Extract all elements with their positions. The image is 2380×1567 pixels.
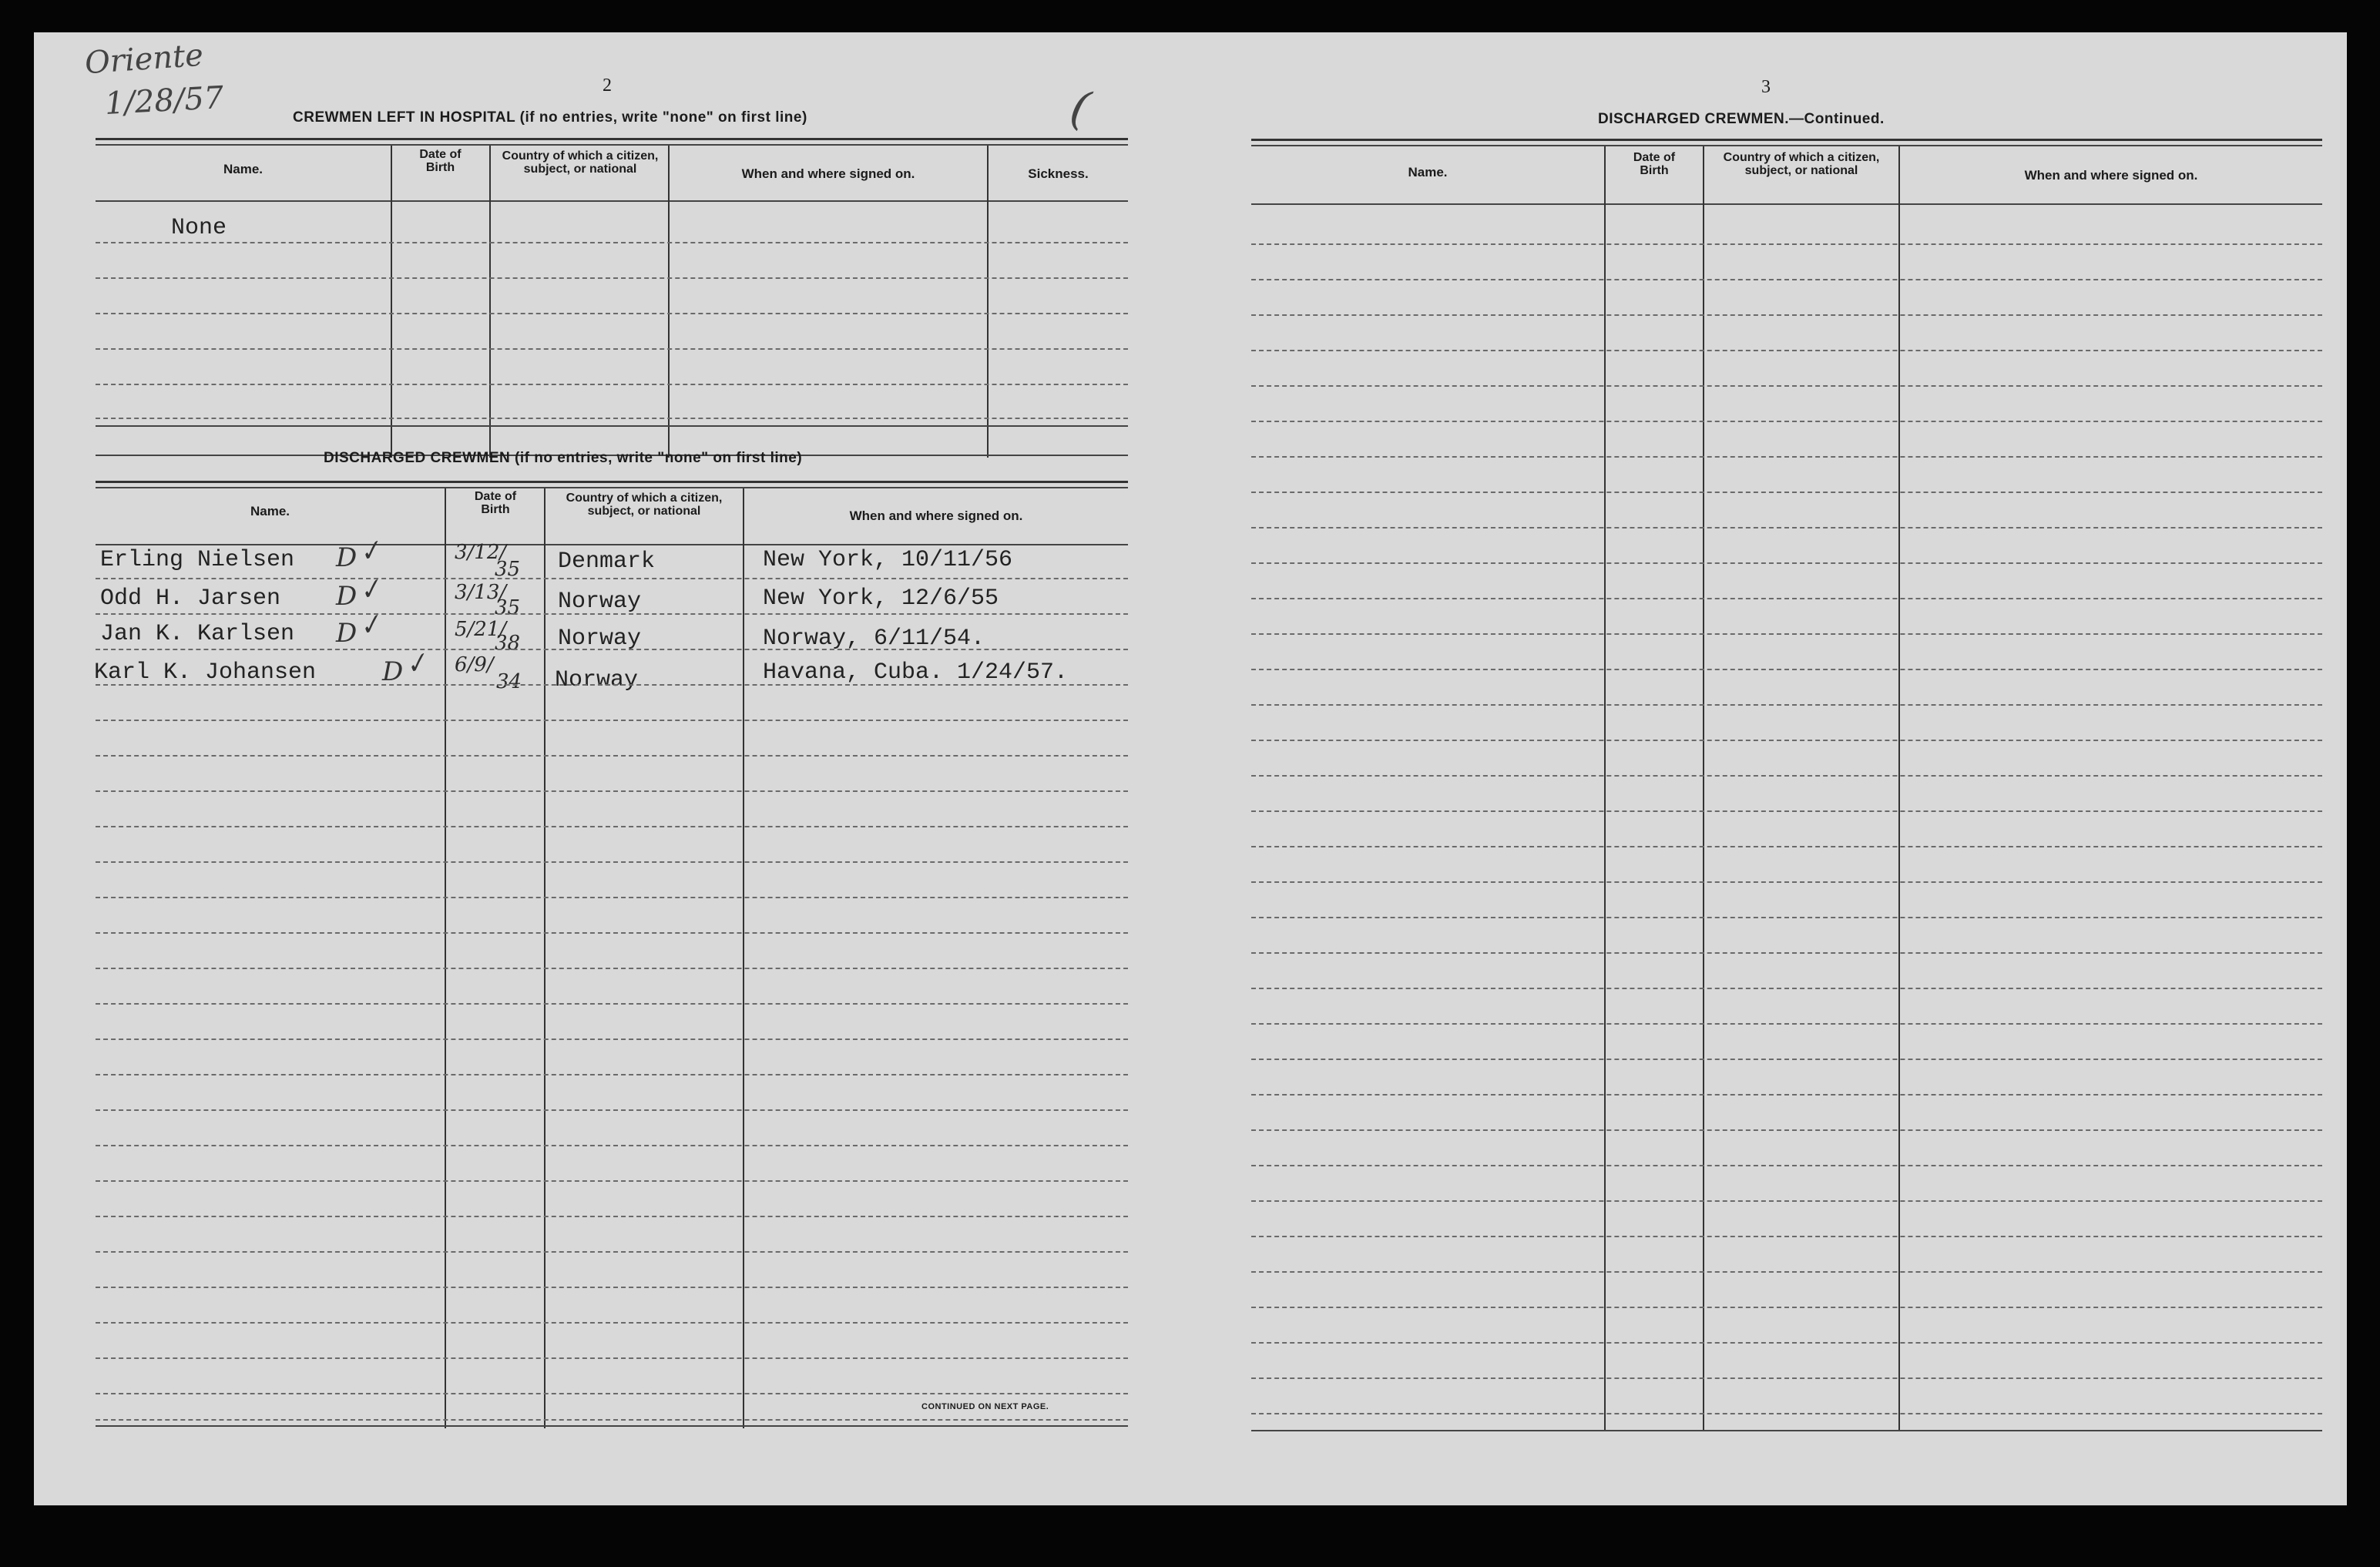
right-col-signed-on: When and where signed on. [2024, 168, 2198, 183]
crew-signed-on: New York, 10/11/56 [763, 547, 1013, 573]
right-page-number: 3 [1761, 77, 1771, 97]
checkmark-icon: ✓ [401, 646, 431, 683]
crew-name: Jan K. Karlsen [100, 621, 295, 647]
pencil-mark: ( [1065, 80, 1095, 137]
crew-dob-bottom: 38 [495, 632, 521, 655]
manifest-sheet [34, 32, 2347, 1505]
crew-dob-bottom: 35 [495, 596, 521, 619]
crew-row [34, 572, 1143, 624]
crew-dob-top: 3/12/ [455, 541, 507, 564]
crew-name: Erling Nielsen [100, 547, 295, 573]
crew-signed-on: New York, 12/6/55 [763, 586, 999, 612]
right-section-title: DISCHARGED CREWMEN.—Continued. [1598, 111, 1885, 127]
crew-row [34, 533, 1143, 586]
hospital-col-country: Country of which a citizen, subject, or national [502, 149, 659, 176]
discharged-col-country: Country of which a citizen, subject, or national [566, 492, 723, 518]
discharge-mark: D [336, 542, 358, 573]
discharged-col-signed-on: When and where signed on. [849, 508, 1023, 523]
right-col-dob: Date of Birth [1633, 151, 1676, 177]
crew-name: Karl K. Johansen [94, 659, 317, 686]
crew-country: Norway [558, 626, 642, 652]
discharge-mark: D [336, 618, 358, 649]
discharged-col-name: Name. [250, 504, 290, 518]
crew-name: Odd H. Jarsen [100, 586, 281, 612]
hospital-col-name: Name. [223, 162, 264, 176]
crew-dob-top: 3/13/ [455, 581, 507, 604]
checkmark-icon: ✓ [354, 572, 385, 609]
checkmark-icon: ✓ [354, 533, 385, 570]
hospital-col-sickness: Sickness. [1028, 166, 1089, 181]
crew-signed-on: Norway, 6/11/54. [763, 626, 985, 652]
right-col-country: Country of which a citizen, subject, or national [1723, 151, 1880, 177]
crew-dob-top: 5/21/ [455, 618, 507, 641]
continued-footer: CONTINUED ON NEXT PAGE. [921, 1402, 1049, 1411]
hospital-col-signed-on: When and where signed on. [741, 166, 915, 181]
discharged-section-title: DISCHARGED CREWMEN (if no entries, write "none" on first line) [324, 450, 803, 466]
crew-signed-on: Havana, Cuba. 1/24/57. [763, 659, 1069, 686]
crew-dob-bottom: 35 [495, 558, 521, 581]
hospital-col-dob: Date of Birth [419, 148, 462, 174]
ship-annotation: Oriente [83, 37, 205, 82]
crew-country: Norway [555, 667, 639, 693]
right-col-name: Name. [1408, 165, 1448, 180]
crew-country: Norway [558, 589, 642, 615]
discharge-mark: D [336, 581, 358, 612]
checkmark-icon: ✓ [354, 607, 385, 644]
discharge-mark: D [382, 656, 404, 687]
left-page-number: 2 [603, 75, 612, 96]
crew-row [34, 646, 1143, 698]
hospital-section-title: CREWMEN LEFT IN HOSPITAL (if no entries, write "none" on first line) [293, 109, 807, 126]
hospital-first-entry: None [171, 215, 227, 241]
crew-dob-bottom: 34 [496, 670, 522, 693]
date-annotation: 1/28/57 [103, 79, 225, 122]
crew-dob-top: 6/9/ [455, 653, 494, 676]
crew-country: Denmark [558, 549, 656, 575]
discharged-col-dob: Date of Birth [474, 490, 517, 516]
